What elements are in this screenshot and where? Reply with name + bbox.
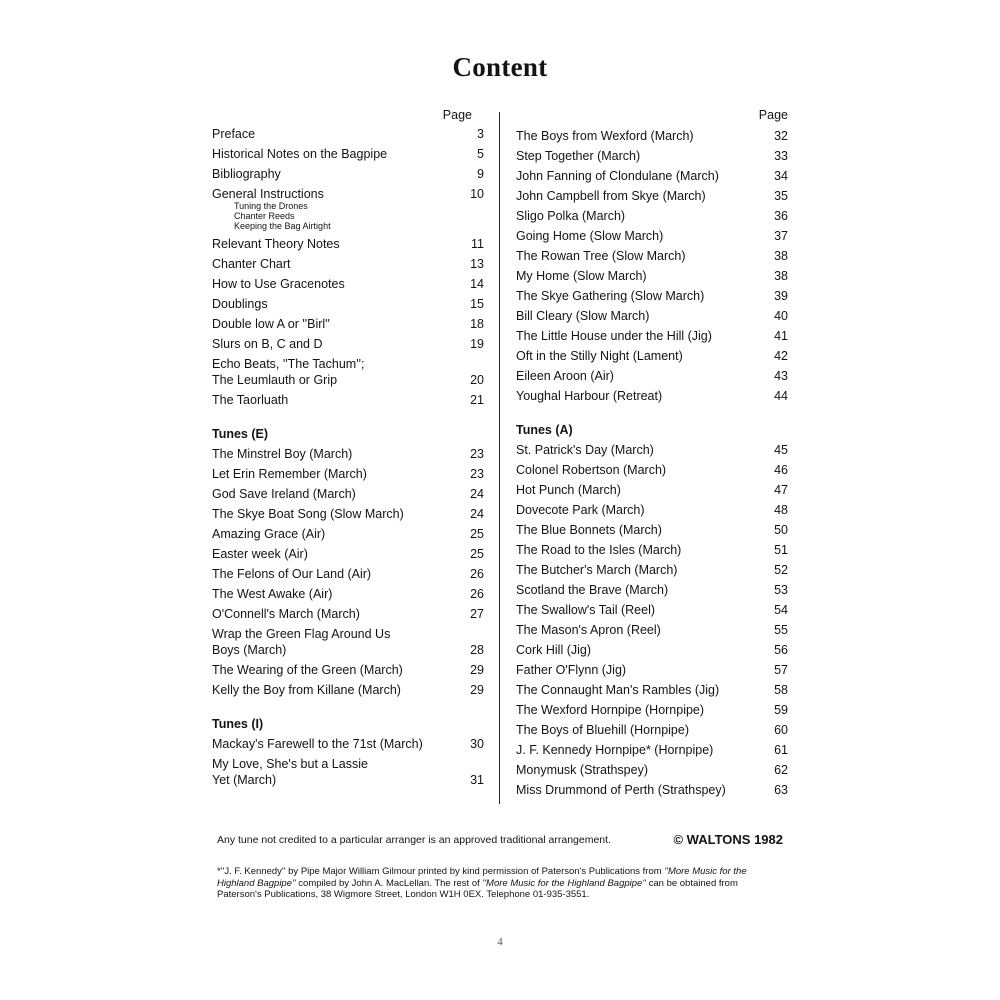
- toc-entry: [212, 256, 484, 272]
- toc-entry-page: 38: [774, 269, 788, 283]
- toc-entry: [516, 168, 788, 184]
- section-heading-tunes-e: Tunes (E): [212, 427, 269, 441]
- toc-entry: [516, 582, 788, 598]
- toc-entry-title: The Connaught Man's Rambles (Jig): [516, 683, 720, 697]
- toc-entry-page: 63: [774, 783, 788, 797]
- section-heading-tunes-a: Tunes (A): [516, 423, 573, 437]
- toc-entry-title: Amazing Grace (Air): [212, 527, 326, 541]
- toc-entry: [516, 128, 788, 144]
- toc-right-column: [516, 108, 788, 798]
- toc-entry-title: John Campbell from Skye (March): [516, 189, 706, 203]
- toc-entry-title: Oft in the Stilly Night (Lament): [516, 349, 683, 363]
- toc-entry: [212, 586, 484, 602]
- toc-entry-title: The Blue Bonnets (March): [516, 523, 662, 537]
- toc-entry: [516, 722, 788, 738]
- toc-entry: [212, 626, 484, 658]
- toc-entry-title: Miss Drummond of Perth (Strathspey): [516, 783, 726, 797]
- toc-entry-title: J. F. Kennedy Hornpipe* (Hornpipe): [516, 743, 714, 757]
- toc-entry-page: 38: [774, 249, 788, 263]
- toc-entry-page: 52: [774, 563, 788, 577]
- toc-entry-page: 59: [774, 703, 788, 717]
- toc-entry-page: 23: [470, 447, 484, 461]
- toc-entry: [212, 662, 484, 678]
- toc-entry-title: Bibliography: [212, 167, 281, 181]
- toc-entry-title: The Minstrel Boy (March): [212, 447, 353, 461]
- toc-entry-title: The Rowan Tree (Slow March): [516, 249, 686, 263]
- toc-entry-page: 26: [470, 567, 484, 581]
- toc-entry-page: 28: [470, 643, 484, 657]
- toc-entry: [516, 228, 788, 244]
- toc-entry-title: Mackay's Farewell to the 71st (March): [212, 737, 423, 751]
- page-number: 4: [497, 936, 503, 948]
- toc-entry-page: 44: [774, 389, 788, 403]
- toc-entry-page: 23: [470, 467, 484, 481]
- toc-entry: [212, 236, 484, 252]
- toc-entry-page: 61: [774, 743, 788, 757]
- toc-entry-title: Step Together (March): [516, 149, 641, 163]
- toc-entry-page: 24: [470, 507, 484, 521]
- toc-entry-page: 37: [774, 229, 788, 243]
- toc-entry-page: 11: [471, 237, 484, 251]
- page-column-header: Page: [758, 108, 788, 122]
- toc-entry-page: 10: [470, 187, 484, 201]
- toc-entry-page: 62: [774, 763, 788, 777]
- toc-tunes-a-section: [516, 442, 788, 798]
- toc-entry-title: General Instructions: [212, 187, 324, 201]
- toc-entry-title: The Wearing of the Green (March): [212, 663, 403, 677]
- toc-entry-page: 51: [774, 543, 788, 557]
- toc-entry-page: 3: [477, 127, 484, 141]
- toc-entry-page: 40: [774, 309, 788, 323]
- toc-entry: [212, 316, 484, 332]
- toc-entry-title: The Boys from Wexford (March): [516, 129, 694, 143]
- toc-entry-title: The Skye Boat Song (Slow March): [212, 507, 404, 521]
- column-divider: [499, 112, 500, 804]
- toc-entry-title: The Mason's Apron (Reel): [516, 623, 661, 637]
- toc-entry-page: 56: [774, 643, 788, 657]
- toc-entry: [516, 602, 788, 618]
- toc-entry: [212, 296, 484, 312]
- toc-entry-title: Dovecote Park (March): [516, 503, 645, 517]
- toc-entry: [212, 146, 484, 162]
- toc-entry: [516, 348, 788, 364]
- toc-entry-title: Youghal Harbour (Retreat): [516, 389, 663, 403]
- toc-entry-page: 32: [774, 129, 788, 143]
- toc-entry-title: The Butcher's March (March): [516, 563, 678, 577]
- toc-entry-title: The Wexford Hornpipe (Hornpipe): [516, 703, 705, 717]
- toc-entry: [516, 522, 788, 538]
- toc-entry-title: Hot Punch (March): [516, 483, 621, 497]
- toc-entry: [212, 276, 484, 292]
- toc-entry-page: 58: [774, 683, 788, 697]
- toc-entry-title: The Road to the Isles (March): [516, 543, 682, 557]
- toc-entry: [516, 562, 788, 578]
- section-heading-tunes-i: Tunes (I): [212, 717, 264, 731]
- toc-entry: [516, 368, 788, 384]
- toc-entry-title: The Taorluath: [212, 393, 289, 407]
- toc-entry-title: Slurs on B, C and D: [212, 337, 323, 351]
- toc-entry-title: Scotland the Brave (March): [516, 583, 669, 597]
- toc-entry-page: 25: [470, 547, 484, 561]
- toc-entry-title: Echo Beats, ''The Tachum''; The Leumlauth or Grip: [212, 357, 365, 387]
- toc-entry-page: 41: [774, 329, 788, 343]
- page-title: Content: [452, 52, 548, 82]
- toc-entry-title: Relevant Theory Notes: [212, 237, 340, 251]
- toc-entry-page: 46: [774, 463, 788, 477]
- toc-entry-page: 25: [470, 527, 484, 541]
- toc-entry: [212, 566, 484, 582]
- toc-entry-title: My Love, She's but a Lassie Yet (March): [212, 757, 368, 787]
- toc-entry-page: 29: [470, 683, 484, 697]
- toc-entry-page: 15: [470, 297, 484, 311]
- toc-entry: [212, 606, 484, 622]
- toc-entry: [516, 662, 788, 678]
- toc-entry-title: My Home (Slow March): [516, 269, 647, 283]
- toc-entry-title: John Fanning of Clondulane (March): [516, 169, 719, 183]
- toc-entry-title: Historical Notes on the Bagpipe: [212, 147, 388, 161]
- toc-entry: [516, 148, 788, 164]
- toc-entry: [212, 756, 484, 788]
- toc-entry: [516, 762, 788, 778]
- toc-entry-page: 24: [470, 487, 484, 501]
- toc-entry-title: Eileen Aroon (Air): [516, 369, 614, 383]
- toc-entry-title: Cork Hill (Jig): [516, 643, 591, 657]
- toc-entry-page: 20: [470, 373, 484, 387]
- toc-entry-page: 21: [470, 393, 484, 407]
- toc-entry-page: 9: [477, 167, 484, 181]
- toc-entry: [212, 466, 484, 482]
- toc-entry: [516, 188, 788, 204]
- toc-entry-title: The Little House under the Hill (Jig): [516, 329, 712, 343]
- toc-entry-page: 14: [470, 277, 484, 291]
- toc-entry-page: 26: [470, 587, 484, 601]
- toc-subentry: Keeping the Bag Airtight: [234, 221, 331, 231]
- toc-entry-title: The Skye Gathering (Slow March): [516, 289, 705, 303]
- toc-entry-page: 45: [774, 443, 788, 457]
- toc-entry: [516, 702, 788, 718]
- toc-entry: [516, 442, 788, 458]
- toc-entry-page: 29: [470, 663, 484, 677]
- toc-entry: [516, 782, 788, 798]
- toc-entry-page: 39: [774, 289, 788, 303]
- toc-entry-title: O'Connell's March (March): [212, 607, 360, 621]
- toc-entry-page: 53: [774, 583, 788, 597]
- toc-entry: [212, 186, 484, 202]
- copyright-notice: © WALTONS 1982: [673, 832, 783, 847]
- toc-entry-page: 30: [470, 737, 484, 751]
- toc-entry-title: Kelly the Boy from Killane (March): [212, 683, 401, 697]
- toc-entry-page: 57: [774, 663, 788, 677]
- footnote: *''J. F. Kennedy'' by Pipe Major William Gilmour printed by kind permission of Paterson's Publications from ''More Music for the Highland Bagpipe'' compiled by John A. MacLellan. The rest of ''More Music for the Highland Bagpipe'' can be obtained from Paterson's Publications, 38 Wigmore Street, London W1H 0EX. Telephone 01-935-3551.: [217, 866, 747, 900]
- toc-entry: [212, 356, 484, 388]
- toc-entry-title: Monymusk (Strathspey): [516, 763, 648, 777]
- page-column-header: Page: [442, 108, 472, 122]
- toc-entry: [516, 742, 788, 758]
- toc-entry-page: 55: [774, 623, 788, 637]
- toc-entry-page: 31: [470, 773, 484, 787]
- toc-subentry: Chanter Reeds: [234, 211, 295, 221]
- arrangement-note: [217, 834, 783, 847]
- toc-entry-title: The Boys of Bluehill (Hornpipe): [516, 723, 689, 737]
- toc-entry-page: 35: [774, 189, 788, 203]
- toc-entry-page: 13: [470, 257, 484, 271]
- toc-entry-page: 5: [477, 147, 484, 161]
- toc-entry-page: 60: [774, 723, 788, 737]
- toc-entry-page: 34: [774, 169, 788, 183]
- toc-entry: [516, 622, 788, 638]
- toc-entry-title: Chanter Chart: [212, 257, 291, 271]
- toc-entry-page: 47: [774, 483, 788, 497]
- toc-entry: [516, 268, 788, 284]
- toc-entry: [212, 392, 484, 408]
- toc-tunes-i-section: [212, 736, 484, 788]
- toc-entry: [516, 308, 788, 324]
- toc-entry-title: Doublings: [212, 297, 268, 311]
- arrangement-note-text: Any tune not credited to a particular arranger is an approved traditional arrangement.: [217, 834, 611, 846]
- toc-entry-page: 42: [774, 349, 788, 363]
- toc-entry-page: 27: [470, 607, 484, 621]
- toc-entry-page: 19: [470, 337, 484, 351]
- toc-entry: [516, 462, 788, 478]
- toc-entry-title: St. Patrick's Day (March): [516, 443, 654, 457]
- toc-entry-title: Going Home (Slow March): [516, 229, 664, 243]
- toc-entry-page: 36: [774, 209, 788, 223]
- toc-entry-title: Bill Cleary (Slow March): [516, 309, 650, 323]
- toc-entry: [516, 248, 788, 264]
- toc-entry-page: 33: [774, 149, 788, 163]
- toc-entry-title: Wrap the Green Flag Around Us Boys (March): [212, 627, 391, 657]
- toc-entry-page: 50: [774, 523, 788, 537]
- toc-entry-title: Father O'Flynn (Jig): [516, 663, 627, 677]
- toc-tunes-e-section: [212, 446, 484, 698]
- toc-entry-title: Let Erin Remember (March): [212, 467, 367, 481]
- toc-entry: [516, 542, 788, 558]
- toc-entry: [516, 502, 788, 518]
- toc-entry: [516, 288, 788, 304]
- toc-entry-title: The West Awake (Air): [212, 587, 333, 601]
- toc-entry-title: The Swallow's Tail (Reel): [516, 603, 656, 617]
- toc-entry: [212, 506, 484, 522]
- toc-entry-page: 18: [470, 317, 484, 331]
- toc-entry-page: 43: [774, 369, 788, 383]
- toc-entry: [212, 336, 484, 352]
- toc-entry-page: 48: [774, 503, 788, 517]
- toc-left-column: [212, 108, 484, 788]
- toc-entry: [212, 446, 484, 462]
- toc-entry-title: God Save Ireland (March): [212, 487, 356, 501]
- toc-entry: [212, 526, 484, 542]
- toc-entry-page: 54: [774, 603, 788, 617]
- toc-entry: [212, 682, 484, 698]
- toc-entry-title: The Felons of Our Land (Air): [212, 567, 372, 581]
- toc-entry-title: How to Use Gracenotes: [212, 277, 345, 291]
- toc-entry: [212, 736, 484, 752]
- toc-entry-title: Colonel Robertson (March): [516, 463, 667, 477]
- toc-entry: [212, 546, 484, 562]
- toc-entry: [212, 166, 484, 182]
- toc-entry: [516, 682, 788, 698]
- toc-entry: [212, 486, 484, 502]
- toc-tunes-continued-section: [516, 128, 788, 404]
- toc-entry: [516, 642, 788, 658]
- toc-entry-title: Easter week (Air): [212, 547, 308, 561]
- toc-entry: [516, 208, 788, 224]
- toc-entry: [516, 482, 788, 498]
- toc-entry-title: Sligo Polka (March): [516, 209, 626, 223]
- toc-entry-title: Preface: [212, 127, 256, 141]
- toc-entry: [212, 126, 484, 142]
- toc-general-section: [212, 126, 484, 408]
- toc-entry-title: Double low A or ''Birl'': [212, 317, 330, 331]
- toc-subentry: Tuning the Drones: [234, 201, 308, 211]
- toc-entry: [516, 388, 788, 404]
- toc-entry: [516, 328, 788, 344]
